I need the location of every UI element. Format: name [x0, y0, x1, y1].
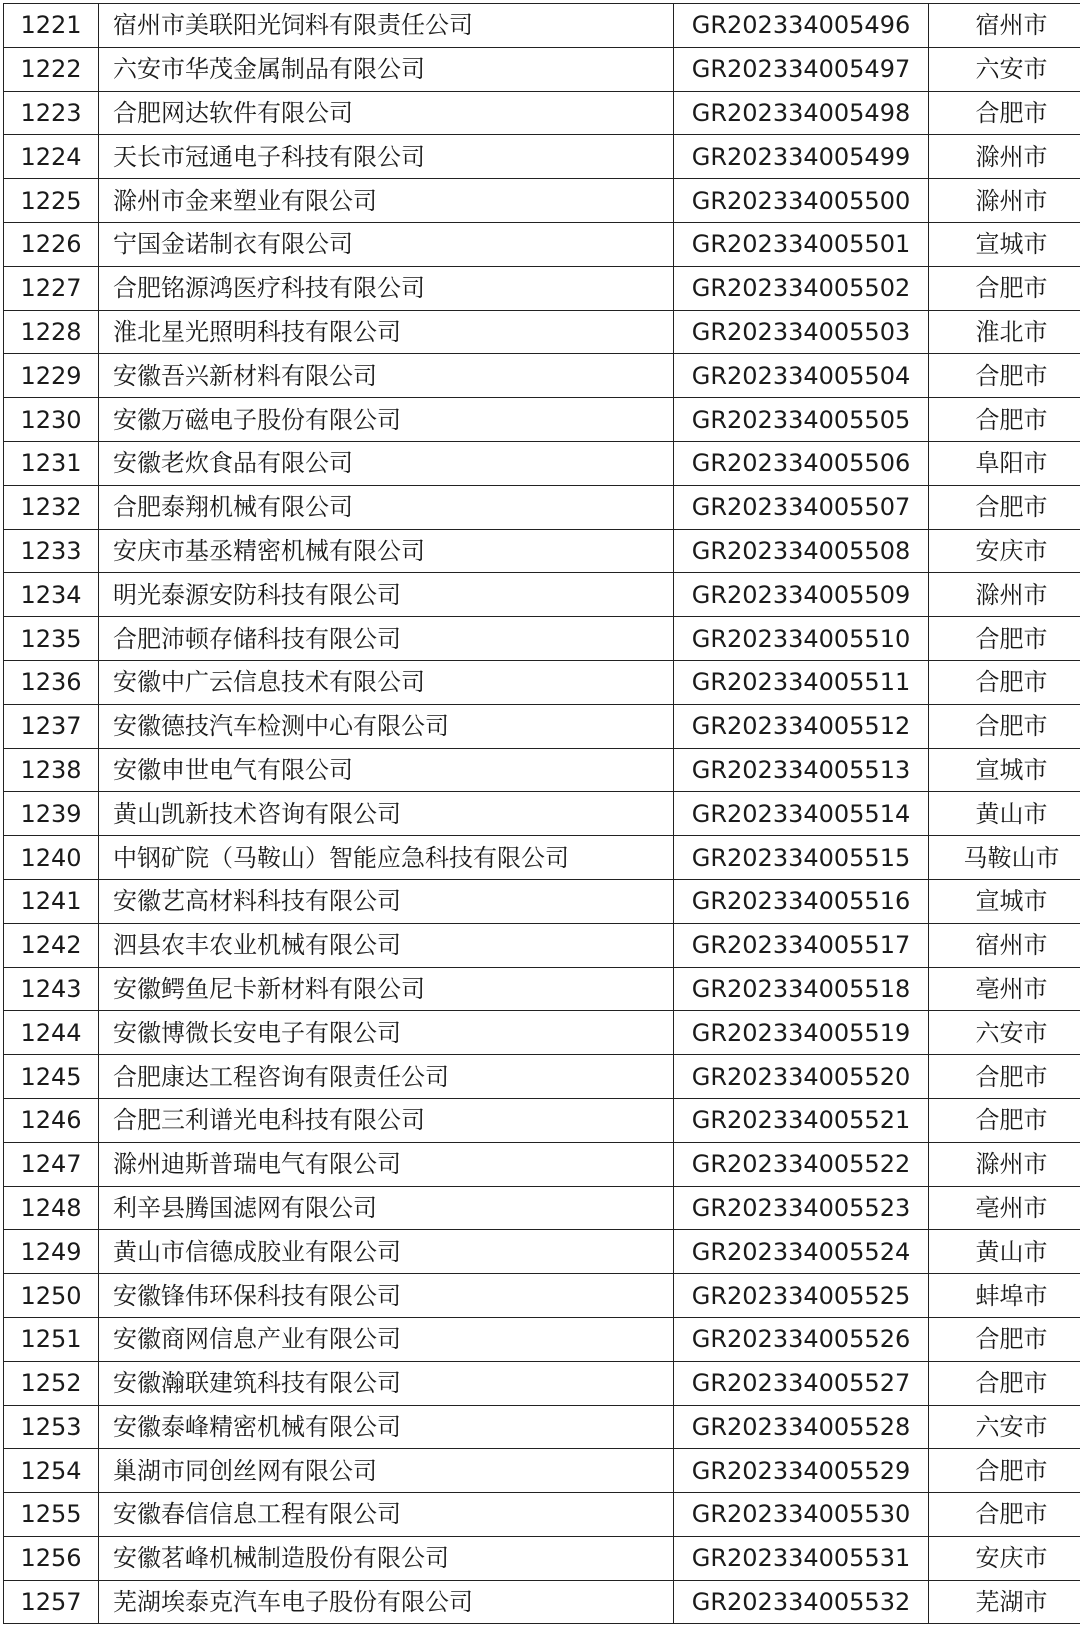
row-number: 1248	[4, 1186, 99, 1230]
company-name: 安徽春信信息工程有限公司	[99, 1493, 674, 1537]
city: 阜阳市	[929, 441, 1080, 485]
table-row	[4, 1405, 1080, 1449]
table-row	[4, 266, 1080, 310]
certificate-number: GR202334005507	[674, 485, 929, 529]
company-name: 合肥沛顿存储科技有限公司	[99, 617, 674, 661]
row-number: 1244	[4, 1011, 99, 1055]
row-number: 1255	[4, 1493, 99, 1537]
row-number: 1229	[4, 354, 99, 398]
company-name: 安徽泰峰精密机械有限公司	[99, 1405, 674, 1449]
city: 合肥市	[929, 354, 1080, 398]
certificate-number: GR202334005527	[674, 1361, 929, 1405]
company-name: 芜湖埃泰克汽车电子股份有限公司	[99, 1580, 674, 1624]
row-number: 1240	[4, 836, 99, 880]
row-number: 1232	[4, 485, 99, 529]
row-number: 1238	[4, 748, 99, 792]
table-row	[4, 485, 1080, 529]
company-name: 黄山凯新技术咨询有限公司	[99, 792, 674, 836]
city: 合肥市	[929, 398, 1080, 442]
table-row	[4, 1142, 1080, 1186]
city: 宿州市	[929, 923, 1080, 967]
city: 宣城市	[929, 222, 1080, 266]
certificate-number: GR202334005505	[674, 398, 929, 442]
row-number: 1245	[4, 1055, 99, 1099]
table-row	[4, 879, 1080, 923]
city: 亳州市	[929, 1186, 1080, 1230]
row-number: 1226	[4, 222, 99, 266]
table-row	[4, 179, 1080, 223]
row-number: 1251	[4, 1317, 99, 1361]
certificate-number: GR202334005513	[674, 748, 929, 792]
company-name: 六安市华茂金属制品有限公司	[99, 47, 674, 91]
row-number: 1249	[4, 1230, 99, 1274]
row-number: 1222	[4, 47, 99, 91]
city: 滁州市	[929, 1142, 1080, 1186]
certificate-number: GR202334005511	[674, 660, 929, 704]
certificate-number: GR202334005497	[674, 47, 929, 91]
company-name: 宁国金诺制衣有限公司	[99, 222, 674, 266]
company-name: 利辛县腾国滤网有限公司	[99, 1186, 674, 1230]
row-number: 1231	[4, 441, 99, 485]
city: 合肥市	[929, 1317, 1080, 1361]
row-number: 1223	[4, 91, 99, 135]
certificate-number: GR202334005519	[674, 1011, 929, 1055]
certificate-number: GR202334005528	[674, 1405, 929, 1449]
table-row	[4, 47, 1080, 91]
row-number: 1234	[4, 573, 99, 617]
table-row	[4, 529, 1080, 573]
certificate-number: GR202334005510	[674, 617, 929, 661]
certificate-number: GR202334005518	[674, 967, 929, 1011]
company-name: 安徽锋伟环保科技有限公司	[99, 1274, 674, 1318]
certificate-number: GR202334005498	[674, 91, 929, 135]
city: 六安市	[929, 1405, 1080, 1449]
company-name: 黄山市信德成胶业有限公司	[99, 1230, 674, 1274]
certificate-number: GR202334005517	[674, 923, 929, 967]
row-number: 1253	[4, 1405, 99, 1449]
row-number: 1225	[4, 179, 99, 223]
certificate-number: GR202334005504	[674, 354, 929, 398]
row-number: 1243	[4, 967, 99, 1011]
certificate-number: GR202334005520	[674, 1055, 929, 1099]
company-name: 合肥三利谱光电科技有限公司	[99, 1098, 674, 1142]
company-name: 合肥康达工程咨询有限责任公司	[99, 1055, 674, 1099]
company-name: 宿州市美联阳光饲料有限责任公司	[99, 4, 674, 48]
row-number: 1228	[4, 310, 99, 354]
table-row	[4, 222, 1080, 266]
table-row	[4, 748, 1080, 792]
row-number: 1224	[4, 135, 99, 179]
certificate-number: GR202334005500	[674, 179, 929, 223]
table-row	[4, 91, 1080, 135]
table-row	[4, 354, 1080, 398]
certificate-number: GR202334005506	[674, 441, 929, 485]
city: 合肥市	[929, 1361, 1080, 1405]
row-number: 1257	[4, 1580, 99, 1624]
company-name: 合肥网达软件有限公司	[99, 91, 674, 135]
city: 安庆市	[929, 1536, 1080, 1580]
company-name: 安徽德技汽车检测中心有限公司	[99, 704, 674, 748]
table-row	[4, 310, 1080, 354]
company-name: 安徽瀚联建筑科技有限公司	[99, 1361, 674, 1405]
city: 合肥市	[929, 704, 1080, 748]
row-number: 1230	[4, 398, 99, 442]
city: 马鞍山市	[929, 836, 1080, 880]
certificate-number: GR202334005530	[674, 1493, 929, 1537]
certificate-number: GR202334005523	[674, 1186, 929, 1230]
certificate-number: GR202334005524	[674, 1230, 929, 1274]
table-row	[4, 617, 1080, 661]
table-row	[4, 1536, 1080, 1580]
company-name: 安徽鳄鱼尼卡新材料有限公司	[99, 967, 674, 1011]
table-row	[4, 923, 1080, 967]
certificate-number: GR202334005508	[674, 529, 929, 573]
city: 合肥市	[929, 1493, 1080, 1537]
city: 宣城市	[929, 879, 1080, 923]
table-row	[4, 1098, 1080, 1142]
certificate-number: GR202334005516	[674, 879, 929, 923]
company-name: 中钢矿院（马鞍山）智能应急科技有限公司	[99, 836, 674, 880]
certificate-number: GR202334005526	[674, 1317, 929, 1361]
table-body	[4, 4, 1080, 1624]
table-row	[4, 398, 1080, 442]
row-number: 1227	[4, 266, 99, 310]
row-number: 1235	[4, 617, 99, 661]
company-name: 滁州市金来塑业有限公司	[99, 179, 674, 223]
certificate-number: GR202334005501	[674, 222, 929, 266]
table-row	[4, 1493, 1080, 1537]
city: 六安市	[929, 1011, 1080, 1055]
certificate-number: GR202334005503	[674, 310, 929, 354]
company-name: 安徽万磁电子股份有限公司	[99, 398, 674, 442]
city: 合肥市	[929, 617, 1080, 661]
company-name: 滁州迪斯普瑞电气有限公司	[99, 1142, 674, 1186]
row-number: 1239	[4, 792, 99, 836]
city: 滁州市	[929, 573, 1080, 617]
city: 亳州市	[929, 967, 1080, 1011]
company-name: 安徽吾兴新材料有限公司	[99, 354, 674, 398]
city: 合肥市	[929, 660, 1080, 704]
certificate-number: GR202334005512	[674, 704, 929, 748]
table-row	[4, 1580, 1080, 1624]
certificate-number: GR202334005531	[674, 1536, 929, 1580]
city: 黄山市	[929, 792, 1080, 836]
certificate-number: GR202334005529	[674, 1449, 929, 1493]
table-row	[4, 1055, 1080, 1099]
company-name: 安徽商网信息产业有限公司	[99, 1317, 674, 1361]
row-number: 1256	[4, 1536, 99, 1580]
row-number: 1221	[4, 4, 99, 48]
row-number: 1237	[4, 704, 99, 748]
certificate-number: GR202334005525	[674, 1274, 929, 1318]
table-row	[4, 1186, 1080, 1230]
row-number: 1241	[4, 879, 99, 923]
table-row	[4, 660, 1080, 704]
company-name: 安徽茗峰机械制造股份有限公司	[99, 1536, 674, 1580]
certificate-number: GR202334005514	[674, 792, 929, 836]
certificate-number: GR202334005521	[674, 1098, 929, 1142]
row-number: 1254	[4, 1449, 99, 1493]
city: 合肥市	[929, 1055, 1080, 1099]
city: 合肥市	[929, 266, 1080, 310]
city: 安庆市	[929, 529, 1080, 573]
company-name: 安徽申世电气有限公司	[99, 748, 674, 792]
company-name: 天长市冠通电子科技有限公司	[99, 135, 674, 179]
table-row	[4, 792, 1080, 836]
certificate-number: GR202334005509	[674, 573, 929, 617]
table-row	[4, 1361, 1080, 1405]
table-row	[4, 836, 1080, 880]
city: 宿州市	[929, 4, 1080, 48]
table-row	[4, 1317, 1080, 1361]
company-name: 安徽博微长安电子有限公司	[99, 1011, 674, 1055]
table-row	[4, 4, 1080, 48]
company-name: 淮北星光照明科技有限公司	[99, 310, 674, 354]
row-number: 1242	[4, 923, 99, 967]
table-row	[4, 1230, 1080, 1274]
enterprise-table	[3, 3, 1080, 1624]
certificate-number: GR202334005515	[674, 836, 929, 880]
table-row	[4, 1449, 1080, 1493]
row-number: 1250	[4, 1274, 99, 1318]
certificate-number: GR202334005496	[674, 4, 929, 48]
certificate-number: GR202334005522	[674, 1142, 929, 1186]
city: 黄山市	[929, 1230, 1080, 1274]
city: 滁州市	[929, 135, 1080, 179]
certificate-number: GR202334005532	[674, 1580, 929, 1624]
company-name: 安徽艺高材料科技有限公司	[99, 879, 674, 923]
certificate-number: GR202334005502	[674, 266, 929, 310]
company-name: 巢湖市同创丝网有限公司	[99, 1449, 674, 1493]
row-number: 1247	[4, 1142, 99, 1186]
city: 滁州市	[929, 179, 1080, 223]
city: 宣城市	[929, 748, 1080, 792]
company-name: 泗县农丰农业机械有限公司	[99, 923, 674, 967]
company-name: 安徽中广云信息技术有限公司	[99, 660, 674, 704]
table-row	[4, 1011, 1080, 1055]
row-number: 1233	[4, 529, 99, 573]
city: 芜湖市	[929, 1580, 1080, 1624]
table-row	[4, 704, 1080, 748]
company-name: 安徽老炊食品有限公司	[99, 441, 674, 485]
city: 合肥市	[929, 1098, 1080, 1142]
company-name: 明光泰源安防科技有限公司	[99, 573, 674, 617]
row-number: 1252	[4, 1361, 99, 1405]
city: 合肥市	[929, 91, 1080, 135]
row-number: 1236	[4, 660, 99, 704]
table-row	[4, 1274, 1080, 1318]
table-row	[4, 967, 1080, 1011]
city: 淮北市	[929, 310, 1080, 354]
row-number: 1246	[4, 1098, 99, 1142]
city: 合肥市	[929, 1449, 1080, 1493]
company-name: 合肥泰翔机械有限公司	[99, 485, 674, 529]
company-name: 合肥铭源鸿医疗科技有限公司	[99, 266, 674, 310]
company-name: 安庆市基丞精密机械有限公司	[99, 529, 674, 573]
table-row	[4, 573, 1080, 617]
city: 蚌埠市	[929, 1274, 1080, 1318]
table-row	[4, 135, 1080, 179]
table-row	[4, 441, 1080, 485]
city: 合肥市	[929, 485, 1080, 529]
certificate-number: GR202334005499	[674, 135, 929, 179]
city: 六安市	[929, 47, 1080, 91]
